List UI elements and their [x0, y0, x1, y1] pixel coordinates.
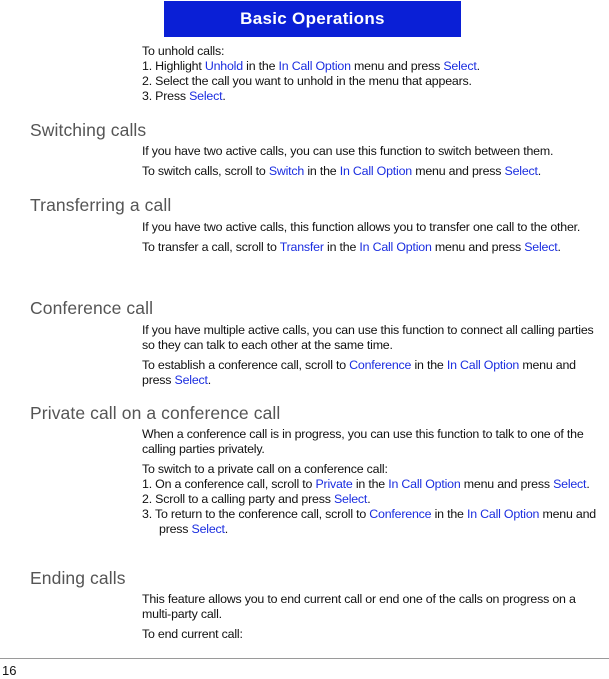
transferring-body: [142, 220, 606, 255]
menu-keyword: Private: [315, 477, 353, 491]
menu-keyword: Select: [191, 522, 225, 536]
transferring-paragraph-1: If you have two active calls, this function allows you to transfer one call to the other.: [142, 220, 581, 234]
section-heading-transferring: Transferring a call: [30, 195, 172, 215]
section-heading-switching: Switching calls: [30, 120, 147, 140]
ending-paragraph-1: This feature allows you to end current call or end one of the calls on progress on a multi-party call.: [142, 592, 576, 621]
menu-keyword: In Call Option: [388, 477, 461, 491]
private-step-1: 1. On a conference call, scroll to Private in the In Call Option menu and press Select.: [142, 477, 590, 491]
menu-keyword: In Call Option: [466, 507, 540, 521]
private-body: [142, 427, 606, 537]
transferring-paragraph-2: To transfer a call, scroll to Transfer in the In Call Option menu and press Select.: [142, 240, 561, 254]
ending-body: [142, 592, 606, 642]
conference-body: [142, 323, 606, 388]
unhold-step-1: 1. Highlight Unhold in the In Call Option menu and press Select.: [142, 59, 480, 73]
menu-keyword: Switch: [268, 164, 305, 178]
menu-keyword: Select: [189, 89, 223, 103]
section-heading-conference: Conference call: [30, 298, 154, 318]
menu-keyword: Select: [524, 240, 558, 254]
menu-keyword: Unhold: [204, 59, 243, 73]
menu-keyword: In Call Option: [339, 164, 412, 178]
private-paragraph-1: When a conference call is in progress, you can use this function to talk to one of the calling parties privately.: [142, 427, 584, 456]
unhold-intro: To unhold calls:: [142, 44, 225, 58]
unhold-step-3: 3. Press Select.: [142, 89, 226, 103]
switching-paragraph-1: If you have two active calls, you can use this function to switch between them.: [142, 144, 554, 158]
private-paragraph-2: To switch to a private call on a conference call:: [142, 462, 388, 476]
switching-body: [142, 144, 606, 179]
switching-paragraph-2: To switch calls, scroll to Switch in the In Call Option menu and press Select.: [142, 164, 542, 178]
menu-keyword: In Call Option: [446, 358, 520, 372]
menu-keyword: Conference: [349, 358, 412, 372]
page-number: 16: [2, 663, 17, 678]
private-step-3: 3. To return to the conference call, scroll to Conference in the In Call Option menu and press Select.: [142, 507, 597, 536]
menu-keyword: Select: [504, 164, 538, 178]
menu-keyword: Select: [333, 492, 368, 506]
private-step-2: 2. Scroll to a calling party and press Select.: [142, 492, 371, 506]
menu-keyword: Transfer: [279, 240, 324, 254]
menu-keyword: Conference: [369, 507, 432, 521]
menu-keyword: In Call Option: [359, 240, 432, 254]
ending-paragraph-2: To end current call:: [142, 627, 243, 641]
unhold-step-2: 2. Select the call you want to unhold in the menu that appears.: [142, 74, 472, 88]
conference-paragraph-2: To establish a conference call, scroll to Conference in the In Call Option menu and press Select.: [142, 358, 576, 387]
menu-keyword: Select: [174, 373, 208, 387]
footer-divider: [0, 658, 609, 659]
conference-paragraph-1: If you have multiple active calls, you can use this function to connect all calling parties so they can talk to each other at the same time.: [142, 323, 594, 352]
menu-keyword: In Call Option: [278, 59, 351, 73]
menu-keyword: Select: [553, 477, 587, 491]
menu-keyword: Select: [443, 59, 477, 73]
section-heading-private: Private call on a conference call: [30, 403, 281, 423]
unhold-instructions: [142, 44, 606, 104]
section-heading-ending: Ending calls: [30, 568, 126, 588]
section-banner: Basic Operations: [164, 1, 461, 37]
